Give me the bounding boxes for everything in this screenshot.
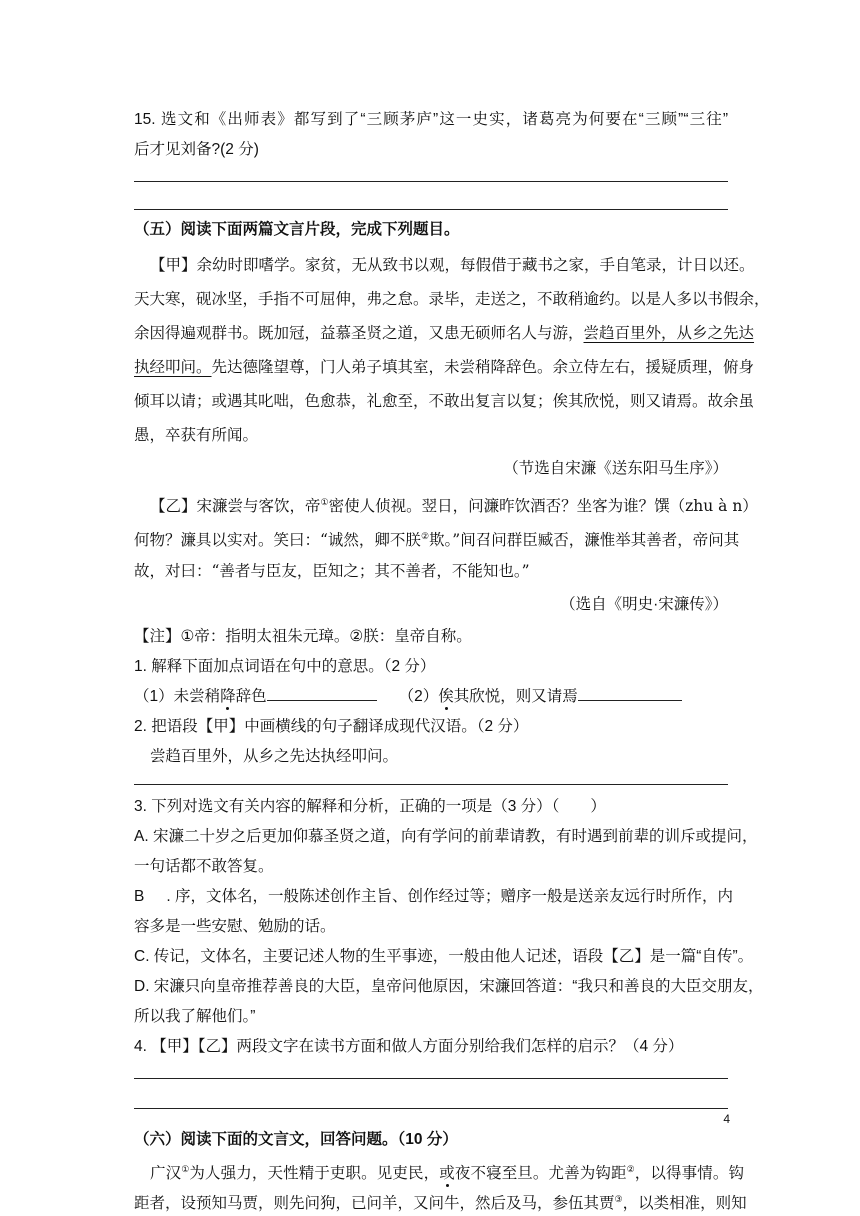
s6-line-1-d: ，以得事情。钩 bbox=[634, 1164, 744, 1183]
s6-line-2-b: ，以类相准，则知 bbox=[622, 1194, 747, 1213]
q1-b-suffix: 其欣悦，则又请焉 bbox=[453, 688, 578, 705]
footnote-mark-1: ① bbox=[181, 1165, 190, 1175]
q3-stem: 3. 下列对选文有关内容的解释和分析，正确的一项是（3 分）（ ） bbox=[134, 798, 606, 815]
yi-line-1 bbox=[134, 486, 758, 523]
underlined-sentence-part-2: 执经叩问。 bbox=[134, 358, 212, 376]
q1-a-answer-blank[interactable] bbox=[267, 682, 377, 701]
yi-line-1-a: 【乙】宋濂尝与客饮，帝 bbox=[150, 497, 321, 516]
q3-option-b-2: 容多是一些安慰、勉励的话。 bbox=[134, 918, 336, 935]
answer-line bbox=[134, 784, 728, 785]
q1-a-dotted-word: 降 bbox=[220, 688, 236, 705]
yi-line-1-b: 密使人侦视。翌日，问濂昨饮酒否？坐客为谁？馔（zhu à n） bbox=[328, 497, 758, 516]
q1-b-prefix: （2） bbox=[398, 688, 439, 705]
answer-line bbox=[134, 209, 728, 210]
q15-line1: 15. 选文和《出师表》都写到了“三顾茅庐”这一史实，诸葛亮为何要在“三顾”“三往” bbox=[134, 111, 728, 128]
q4-stem: 4. 【甲】【乙】两段文字在读书方面和做人方面分别给我们怎样的启示？（4 分） bbox=[134, 1038, 684, 1055]
dotted-word: 或 bbox=[439, 1164, 455, 1183]
q3-option-b-label: B bbox=[134, 888, 145, 905]
q15-line2: 后才见刘备?(2 分) bbox=[134, 141, 259, 158]
jia-source: （节选自宋濂《送东阳马生序》） bbox=[503, 460, 728, 477]
jia-line-5: 倾耳以请；或遇其叱咄，色愈恭，礼愈至，不敢出复言以复；俟其欣悦，则又请焉。故余虽 bbox=[134, 392, 755, 410]
yi-line-2-b: 欺。”间召问群臣臧否，濂惟举其善者，帝问其 bbox=[429, 531, 740, 550]
q3-option-a-2: 一句话都不敢答复。 bbox=[134, 858, 274, 875]
answer-line bbox=[134, 1078, 728, 1079]
section-5-title: （五）阅读下面两篇文言片段，完成下列题目。 bbox=[134, 221, 460, 238]
s6-line-2-a: 距者，设预知马贾，则先问狗，已问羊，又问牛，然后及马，参伍其贾 bbox=[134, 1194, 615, 1213]
q1-b-answer-blank[interactable] bbox=[578, 682, 682, 701]
footnote-mark-2: ② bbox=[420, 532, 430, 542]
q3-option-b-1 bbox=[134, 880, 733, 914]
page-number: 4 bbox=[723, 1112, 730, 1126]
annotation-note: 【注】①帝：指明太祖朱元璋。②朕：皇帝自称。 bbox=[134, 628, 472, 645]
q1-b-dotted-word: 俟 bbox=[438, 688, 454, 705]
jia-line-6: 愚，卒获有所闻。 bbox=[134, 426, 259, 444]
q1-a-prefix: （1）未尝稍 bbox=[134, 688, 221, 705]
yi-line-2-a: 何物？濂具以实对。笑曰：“诚然，卿不朕 bbox=[134, 531, 421, 550]
jia-line-1: 【甲】余幼时即嗜学。家贫，无从致书以观，每假借于藏书之家，手自笔录，计日以还。 bbox=[150, 256, 755, 274]
jia-line-3-text: 余因得遍观群书。既加冠，益慕圣贤之道，又患无硕师名人与游， bbox=[134, 324, 584, 342]
footnote-mark-1: ① bbox=[320, 498, 329, 508]
jia-line-2: 天大寒，砚冰坚，手指不可屈伸，弗之怠。录毕，走送之，不敢稍逾约。以是人多以书假余， bbox=[134, 290, 770, 308]
q3-option-a-1: A. 宋濂二十岁之后更加仰慕圣贤之道，向有学问的前辈请教，有时遇到前辈的训斥或提问， bbox=[134, 828, 758, 845]
underlined-sentence-part-1: 尝趋百里外，从乡之先达 bbox=[583, 324, 755, 342]
footnote-mark-2: ② bbox=[626, 1165, 635, 1175]
answer-line bbox=[134, 1108, 728, 1109]
s6-line-2 bbox=[134, 1183, 747, 1216]
jia-line-4 bbox=[134, 350, 755, 384]
q1-stem: 1. 解释下面加点词语在句中的意思。（2 分） bbox=[134, 658, 436, 675]
jia-line-4-text: 先达德隆望尊，门人弟子填其室，未尝稍降辞色。余立侍左右，援疑质理，俯身 bbox=[211, 358, 755, 376]
s6-line-1-c: 夜不寝至旦。尤善为钩距 bbox=[454, 1164, 627, 1183]
q1-items bbox=[134, 680, 728, 714]
q3-option-d-2: 所以我了解他们。” bbox=[134, 1008, 256, 1025]
section-6-title: （六）阅读下面的文言文，回答问题。（10 分） bbox=[134, 1131, 458, 1148]
s6-line-1-b: 为人强力，天性精于吏职。见吏民， bbox=[189, 1164, 440, 1183]
yi-line-3: 故，对曰：“善者与臣友，臣知之；其不善者，不能知也。” bbox=[134, 562, 530, 580]
s6-line-1-a: 广汉 bbox=[150, 1164, 182, 1183]
yi-source: （选自《明史·宋濂传》） bbox=[560, 596, 728, 613]
footnote-mark-3: ③ bbox=[614, 1195, 623, 1205]
answer-line bbox=[134, 181, 728, 182]
q2-stem: 2. 把语段【甲】中画横线的句子翻译成现代汉语。（2 分） bbox=[134, 718, 529, 735]
q3-option-c: C. 传记，文体名，主要记述人物的生平事迹，一般由他人记述，语段【乙】是一篇“自传”。 bbox=[134, 948, 754, 965]
jia-line-3 bbox=[134, 316, 755, 350]
q3-option-d-1: D. 宋濂只向皇帝推荐善良的大臣，皇帝问他原因，宋濂回答道：“我只和善良的大臣交朋友， bbox=[134, 978, 764, 995]
q1-a-suffix: 辞色 bbox=[235, 688, 267, 705]
q2-sentence: 尝趋百里外，从乡之先达执经叩问。 bbox=[150, 748, 399, 765]
section-6-clip bbox=[0, 1125, 860, 1216]
yi-line-2 bbox=[134, 520, 740, 557]
q3-option-b-text: . 序，文体名，一般陈述创作主旨、创作经过等；赠序一般是送亲友远行时所作，内 bbox=[166, 888, 733, 905]
